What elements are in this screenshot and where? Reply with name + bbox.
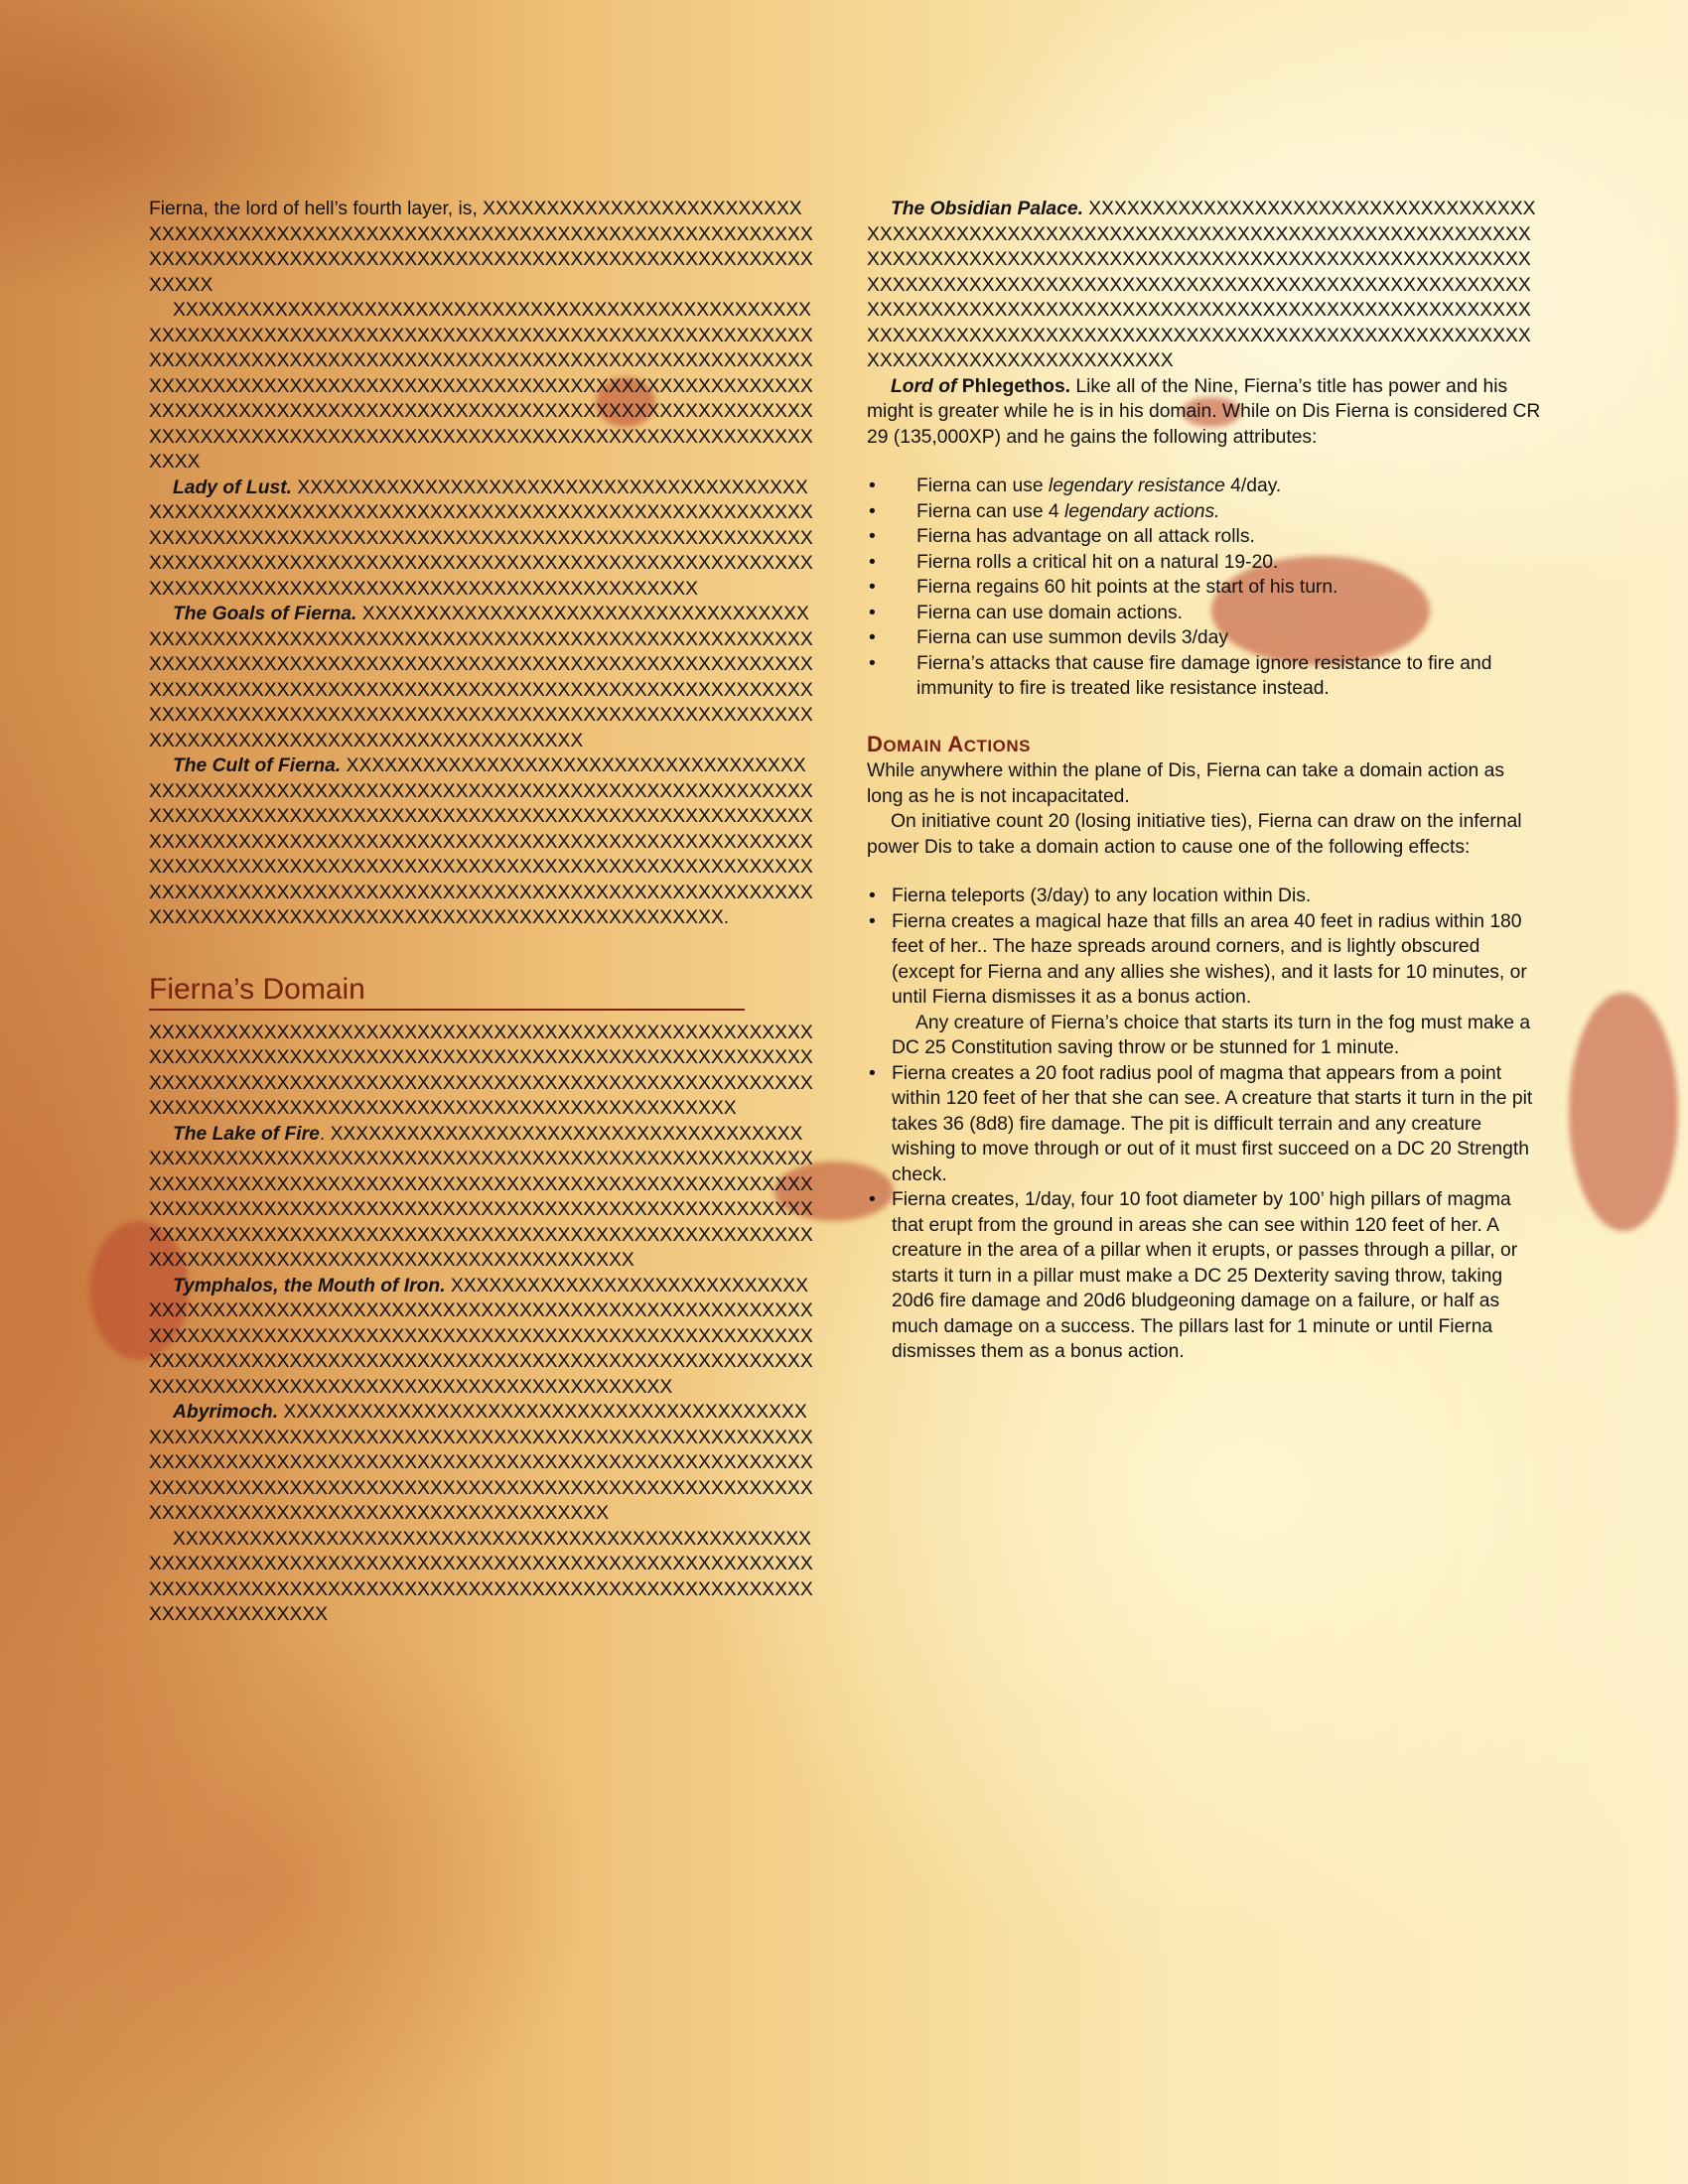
- lord-title-b: Phlegethos.: [956, 375, 1071, 397]
- effects-list: [867, 884, 1542, 1365]
- cult-title: The Cult of Fierna.: [173, 755, 342, 776]
- tymphalos-body: XXXXXXXXXXXXXXXXXXXXXXXXXXXXXXXXXXXXXXXXXXXXXXXXXXXXXXXXXXXXXXXXXXXXXXXXXXXXXXXXXXXXXXXXXXXXXXXXXXXXXXXXXXXXXXXXXXXXXXXXXXXXXXXXXXXXXXXXXXXXXXXXXXXXXXXXXXXXXXXXXXXXXXXXXXXXXXXXXXXXXXXXXXXXXXXXXXXXXXXXXXXXXXXXXXXXXXXXXXXXXXXXX: [149, 1275, 813, 1398]
- domain-actions-heading: [867, 732, 1542, 759]
- left-column: [149, 197, 814, 1628]
- heading-part: A: [941, 731, 964, 756]
- obsidian-body: XXXXXXXXXXXXXXXXXXXXXXXXXXXXXXXXXXXXXXXXXXXXXXXXXXXXXXXXXXXXXXXXXXXXXXXXXXXXXXXXXXXXXXXXXXXXXXXXXXXXXXXXXXXXXXXXXXXXXXXXXXXXXXXXXXXXXXXXXXXXXXXXXXXXXXXXXXXXXXXXXXXXXXXXXXXXXXXXXXXXXXXXXXXXXXXXXXXXXXXXXXXXXXXXXXXXXXXXXXXXXXXXXXXXXXXXXXXXXXXXXXXXXXXXXXXXXXXXXXXXXXXXXXXXXXXXXXXXXXXXXXXXXXXXXXXXXXXXXXXXXXXXXXXXXXXXXXXXXXX: [867, 199, 1536, 371]
- list-item: [867, 651, 1542, 702]
- lake-punct: .: [319, 1123, 326, 1145]
- section-lord-of-phlegethos: [867, 374, 1542, 451]
- abyrimoch-title: Abyrimoch.: [173, 1402, 279, 1423]
- cult-body: XXXXXXXXXXXXXXXXXXXXXXXXXXXXXXXXXXXXXXXXXXXXXXXXXXXXXXXXXXXXXXXXXXXXXXXXXXXXXXXXXXXXXXXXXXXXXXXXXXXXXXXXXXXXXXXXXXXXXXXXXXXXXXXXXXXXXXXXXXXXXXXXXXXXXXXXXXXXXXXXXXXXXXXXXXXXXXXXXXXXXXXXXXXXXXXXXXXXXXXXXXXXXXXXXXXXXXXXXXXXXXXXXXXXXXXXXXXXXXXXXXXXXXXXXXXXXXXXXXXXXXXXXXXXXXXXXXXXXXXXXXXXXXXXXXXXXXXXXXXXXXXXXXXXXXXXXXXXXXXXXXXXXXXXXXXXXXXXXXXXX.: [149, 755, 813, 928]
- goals-title: The Goals of Fierna.: [173, 604, 357, 624]
- section-tymphalos: [149, 1274, 814, 1401]
- lake-title: The Lake of Fire: [173, 1123, 320, 1145]
- lake-body: XXXXXXXXXXXXXXXXXXXXXXXXXXXXXXXXXXXXXXXXXXXXXXXXXXXXXXXXXXXXXXXXXXXXXXXXXXXXXXXXXXXXXXXXXXXXXXXXXXXXXXXXXXXXXXXXXXXXXXXXXXXXXXXXXXXXXXXXXXXXXXXXXXXXXXXXXXXXXXXXXXXXXXXXXXXXXXXXXXXXXXXXXXXXXXXXXXXXXXXXXXXXXXXXXXXXXXXXXXXXXXXXXXXXXXXXXXXXXXXXXXXXXXXXXXXXXXXXXXXXXXXXXXXXXXXXXXXXXXXXXXX: [149, 1123, 813, 1271]
- lord-title-a: Lord of: [891, 375, 957, 397]
- tymphalos-title: Tymphalos, the Mouth of Iron.: [173, 1275, 446, 1297]
- haze-followup: Any creature of Fierna’s choice that starts its turn in the fog must make a DC 25 Constitution saving throw or be stunned for 1 minute.: [892, 1012, 1531, 1058]
- list-item: [867, 499, 1542, 525]
- heading-part: CTIONS: [963, 736, 1031, 755]
- paragraph: XXXXXXXXXXXXXXXXXXXXXXXXXXXXXXXXXXXXXXXXXXXXXXXXXXXXXXXXXXXXXXXXXXXXXXXXXXXXXXXXXXXXXXXXXXXXXXXXXXXXXXXXXXXXXXXXXXXXXXXXXXXXXXXXXXXXXXXXXXXXXXXXXXXXXXXXXXXXXXXXXXXXXXXXXXXXXXXXXXXXXXXXXXXXXXXXXXXXXXXXXXXXXXXXXXXXXXXXXXXXXXXXXXXXXXXXXXXXXXXXXXXXXXXXXXXXXXXXXXXXXXXXXXXXXXXXXXXXXXXXXXXXXXXXXXXXXXXXXXXXXXXXXXXXXXXXXX: [149, 300, 813, 473]
- list-item: • Fierna creates a 20 foot radius pool of magma that appears from a point within 120 feet of her that she can see. A creature that starts it turn in the pit takes 36 (8d8) fire damage. The pit is difficult terrain and any creature wishing to move through or out of it must first succeed on a DC 20 Strength check.: [867, 1061, 1542, 1188]
- right-column: [867, 197, 1542, 1365]
- list-item: [867, 550, 1542, 576]
- effect-text: Fierna creates a magical haze that fills an area 40 feet in radius within 180 feet of her.. The haze spreads around corners, and is lightly obscured (except for Fierna and any allies she wishes), and it lasts for 10 minutes, or until Fierna dismisses it as a bonus action.: [892, 910, 1527, 1008]
- attr-text: Fierna can use: [916, 476, 1049, 496]
- obsidian-title: The Obsidian Palace.: [891, 199, 1083, 219]
- domain-actions-para: While anywhere within the plane of Dis, Fierna can take a domain action as long as he is not incapacitated.: [867, 760, 1504, 807]
- lady-of-lust-title: Lady of Lust.: [173, 477, 292, 498]
- final-paragraph: XXXXXXXXXXXXXXXXXXXXXXXXXXXXXXXXXXXXXXXXXXXXXXXXXXXXXXXXXXXXXXXXXXXXXXXXXXXXXXXXXXXXXXXXXXXXXXXXXXXXXXXXXXXXXXXXXXXXXXXXXXXXXXXXXXXXXXXXXXXXXXXXXXXXXXXXXXXXXXXXXXXXXXXX: [149, 1528, 813, 1625]
- lord-body: Like all of the Nine, Fierna’s title has power and his might is greater while he is in his domain. While on Dis Fierna is considered CR 29 (135,000XP) and he gains the following attributes:: [867, 375, 1541, 448]
- lady-of-lust-body: XXXXXXXXXXXXXXXXXXXXXXXXXXXXXXXXXXXXXXXXXXXXXXXXXXXXXXXXXXXXXXXXXXXXXXXXXXXXXXXXXXXXXXXXXXXXXXXXXXXXXXXXXXXXXXXXXXXXXXXXXXXXXXXXXXXXXXXXXXXXXXXXXXXXXXXXXXXXXXXXXXXXXXXXXXXXXXXXXXXXXXXXXXXXXXXXXXXXXXXXXXXXXXXXXXXXXXXXXXXXXXXXXXXXXXXXXXXXXXX: [149, 477, 813, 600]
- attr-text: 4/day.: [1224, 476, 1282, 496]
- domain-actions-para: On initiative count 20 (losing initiative ties), Fierna can draw on the infernal power Dis to take a domain action to cause one of the following effects:: [867, 811, 1522, 858]
- decorative-blot: [1569, 993, 1678, 1231]
- section-cult: [149, 753, 814, 931]
- heading-part: OMAIN: [883, 736, 942, 755]
- heading-part: D: [867, 731, 884, 756]
- domain-heading: Fierna’s Domain: [149, 973, 745, 1011]
- attr-emphasis: legendary resistance: [1048, 476, 1225, 496]
- section-lake-of-fire: [149, 1122, 814, 1274]
- list-item: [867, 909, 1542, 1061]
- section-abyrimoch: [149, 1400, 814, 1527]
- list-item: [867, 625, 1542, 651]
- attr-text: Fierna rolls a critical hit on a natural 19-20.: [916, 551, 1279, 573]
- attr-text: Fierna’s attacks that cause fire damage ignore resistance to fire and immunity to fire is treated like resistance instead.: [916, 652, 1492, 699]
- section-obsidian-palace: [867, 197, 1542, 374]
- attributes-list: [867, 474, 1542, 702]
- list-item: [867, 575, 1542, 601]
- intro-paragraph: Fierna, the lord of hell’s fourth layer, is, XXXXXXXXXXXXXXXXXXXXXXXXXXXXXXXXXXXXXXXXXXXXXXXXXXXXXXXXXXXXXXXXXXXXXXXXXXXXXXXXXXXXXXXXXXXXXXXXXXXXXXXXXXXXXXXXXXXXXXXXXXXXXXXXXXXXXX: [149, 199, 813, 296]
- abyrimoch-body: XXXXXXXXXXXXXXXXXXXXXXXXXXXXXXXXXXXXXXXXXXXXXXXXXXXXXXXXXXXXXXXXXXXXXXXXXXXXXXXXXXXXXXXXXXXXXXXXXXXXXXXXXXXXXXXXXXXXXXXXXXXXXXXXXXXXXXXXXXXXXXXXXXXXXXXXXXXXXXXXXXXXXXXXXXXXXXXXXXXXXXXXXXXXXXXXXXXXXXXXXXXXXXXXXXXXXXXXXXXXXXXXXXXXXXXXX: [149, 1402, 813, 1524]
- section-lady-of-lust: [149, 476, 814, 603]
- list-item: • Fierna creates, 1/day, four 10 foot diameter by 100’ high pillars of magma that erupt from the ground in areas she can see within 120 feet of her. A creature in the area of a pillar when it erupts, or passes through a pillar, or starts it turn in a pillar must make a DC 25 Dexterity saving throw, taking 20d6 fire damage and 20d6 bludgeoning damage on a failure, or half as much damage on a success. The pillars last for 1 minute or until Fierna dismisses them as a bonus action.: [867, 1187, 1542, 1365]
- attr-text: Fierna can use 4: [916, 500, 1064, 522]
- list-item: [867, 474, 1542, 499]
- attr-emphasis: legendary actions.: [1063, 500, 1220, 522]
- attr-text: Fierna regains 60 hit points at the start of his turn.: [916, 577, 1338, 598]
- attr-text: Fierna can use domain actions.: [916, 602, 1183, 623]
- attr-text: Fierna has advantage on all attack rolls.: [916, 526, 1255, 547]
- list-item: [867, 601, 1542, 626]
- domain-intro: XXXXXXXXXXXXXXXXXXXXXXXXXXXXXXXXXXXXXXXXXXXXXXXXXXXXXXXXXXXXXXXXXXXXXXXXXXXXXXXXXXXXXXXXXXXXXXXXXXXXXXXXXXXXXXXXXXXXXXXXXXXXXXXXXXXXXXXXXXXXXXXXXXXXXXXXXXXXXXXXXXXXXXXXXXXXXXXXXXXXXXXXXXXXXXXXXXXXXXXXXX: [149, 1022, 813, 1119]
- section-goals: [149, 602, 814, 753]
- goals-body: XXXXXXXXXXXXXXXXXXXXXXXXXXXXXXXXXXXXXXXXXXXXXXXXXXXXXXXXXXXXXXXXXXXXXXXXXXXXXXXXXXXXXXXXXXXXXXXXXXXXXXXXXXXXXXXXXXXXXXXXXXXXXXXXXXXXXXXXXXXXXXXXXXXXXXXXXXXXXXXXXXXXXXXXXXXXXXXXXXXXXXXXXXXXXXXXXXXXXXXXXXXXXXXXXXXXXXXXXXXXXXXXXXXXXXXXXXXXXXXXXXXXXXXXXXXXXXXXXXXXXXXXXXXXXXXXXXXXX: [149, 604, 813, 751]
- list-item: • Fierna teleports (3/day) to any location within Dis.: [867, 884, 1542, 909]
- list-item: [867, 524, 1542, 550]
- attr-text: Fierna can use summon devils 3/day: [916, 627, 1229, 648]
